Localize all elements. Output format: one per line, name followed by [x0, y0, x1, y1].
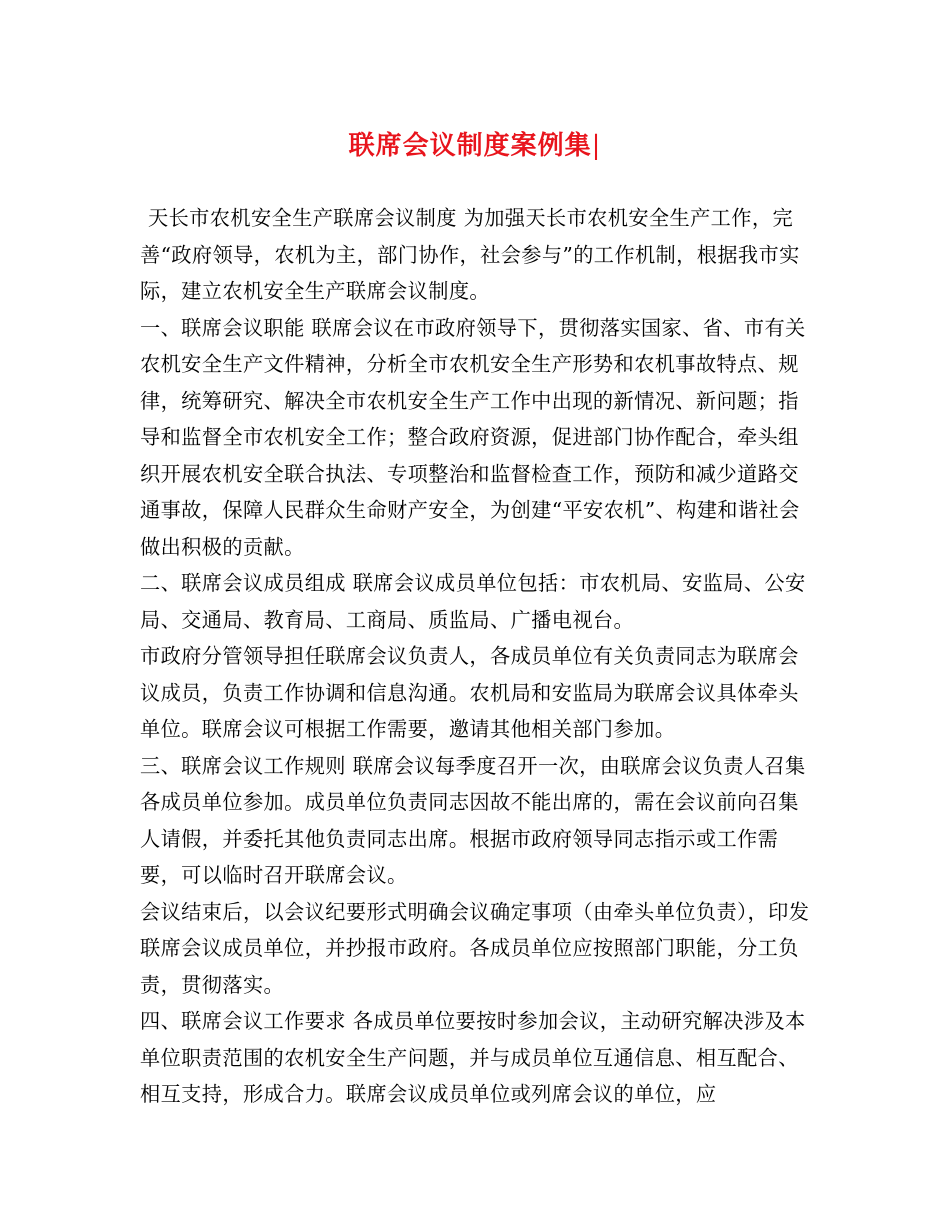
paragraph-intro: 天长市农机安全生产联席会议制度 为加强天长市农机安全生产工作，完善“政府领导，农机为主，部门协作，社会参与”的工作机制，根据我市实际，建立农机安全生产联席会议制度。: [140, 206, 800, 303]
document-title: 联席会议制度案例集: [348, 131, 592, 161]
paragraph-section-4: 四、联席会议工作要求 各成员单位要按时参加会议，主动研究解决涉及本单位职责范围的农机安全生产问题，并与成员单位互通信息、相互配合、相互支持，形成合力。联席会议成员单位或列席会议的单位，应: [140, 1009, 806, 1106]
text-cursor: |: [591, 131, 602, 161]
paragraph-section-2-detail: 市政府分管领导担任联席会议负责人，各成员单位有关负责同志为联席会议成员，负责工作协调和信息沟通。农机局和安监局为联席会议具体牵头单位。联席会议可根据工作需要，邀请其他相关部门参加。: [140, 644, 799, 741]
paragraph-section-3-detail: 会议结束后，以会议纪要形式明确会议确定事项（由牵头单位负责），印发联席会议成员单位，并抄报市政府。各成员单位应按照部门职能，分工负责，贯彻落实。: [140, 899, 810, 997]
document-title-line: [0, 128, 950, 164]
paragraph-section-2: 二、联席会议成员组成 联席会议成员单位包括：市农机局、安监局、公安局、交通局、教育局、工商局、质监局、广播电视台。: [140, 571, 806, 632]
paragraph-section-3: 三、联席会议工作规则 联席会议每季度召开一次，由联席会议负责人召集各成员单位参加。成员单位负责同志因故不能出席的，需在会议前向召集人请假，并委托其他负责同志出席。根据市政府领导同志指示或工作需要，可以临时召开联席会议。: [140, 753, 806, 887]
document-body: [140, 200, 816, 1113]
paragraph-section-1: 一、联席会议职能 联席会议在市政府领导下，贯彻落实国家、省、市有关农机安全生产文件精神，分析全市农机安全生产形势和农机事故特点、规律，统筹研究、解决全市农机安全生产工作中出现的新情况、新问题；指导和监督全市农机安全工作；整合政府资源，促进部门协作配合，牵头组织开展农机安全联合执法、专项整治和监督检查工作，预防和减少道路交通事故，保障人民群众生命财产安全，为创建“平安农机”、构建和谐社会做出积极的贡献。: [140, 315, 806, 559]
